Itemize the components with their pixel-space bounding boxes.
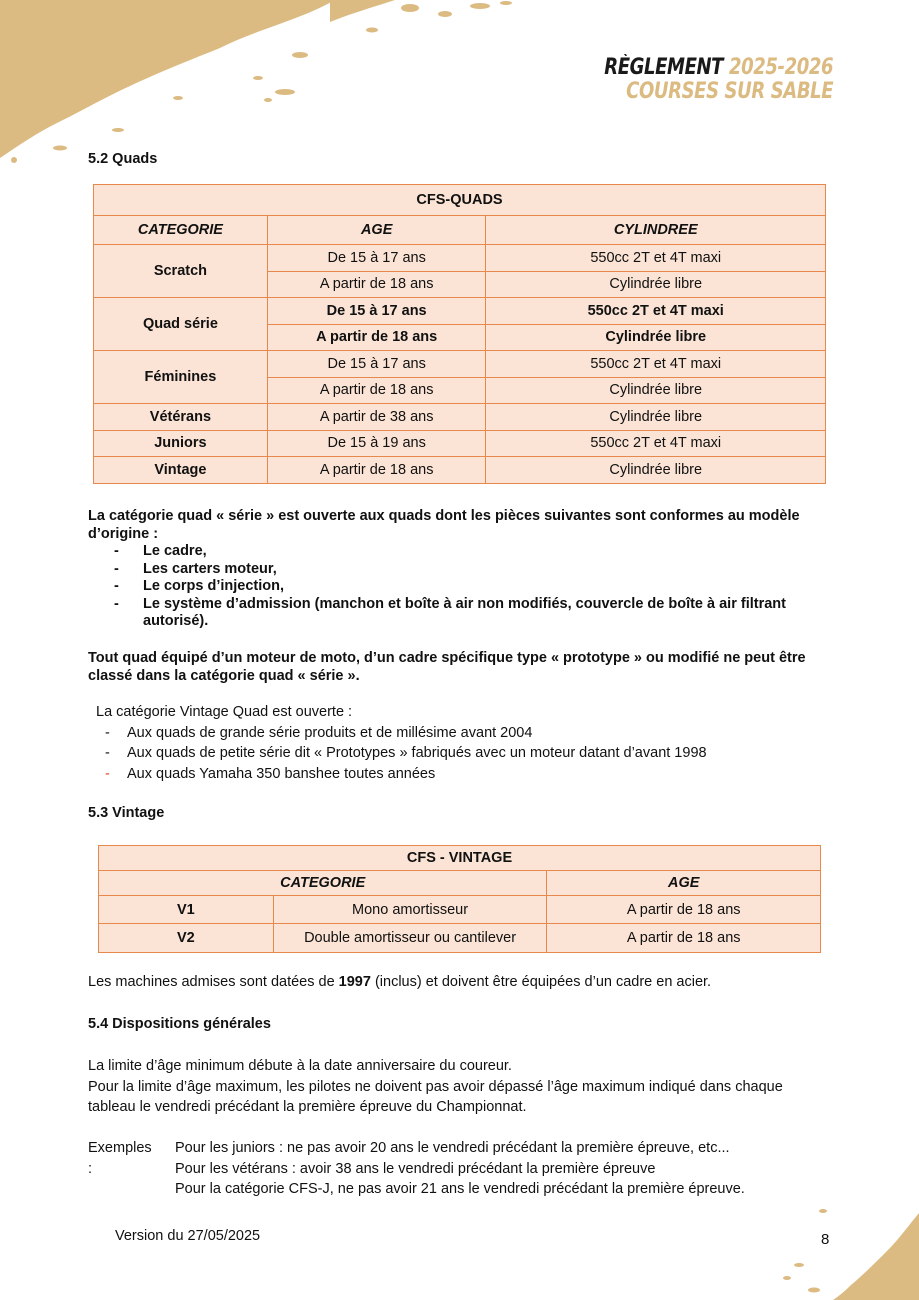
age-cell: De 15 à 17 ans — [267, 351, 486, 378]
age-cell: A partir de 18 ans — [267, 457, 486, 484]
list-item: - Aux quads de petite série dit « Prototypes » fabriqués avec un moteur datant d’avant 1998 — [105, 745, 707, 761]
category-desc-cell: Double amortisseur ou cantilever — [273, 924, 547, 953]
category-cell: Quad série — [94, 298, 268, 351]
vintage-quad-intro: La catégorie Vintage Quad est ouverte : — [96, 704, 353, 720]
sand-splash-bottom-decoration — [759, 1205, 919, 1300]
vintage-quad-list — [88, 702, 707, 784]
example-line: Pour les vétérans : avoir 38 ans le vendredi précédant la première épreuve — [175, 1160, 656, 1177]
age-cell: A partir de 18 ans — [267, 271, 486, 298]
list-item: - Aux quads de grande série produits et de millésime avant 2004 — [105, 724, 533, 741]
cylindree-cell: Cylindrée libre — [486, 377, 826, 404]
moto-engine-note: Tout quad équipé d’un moteur de moto, d’un cadre spécifique type « prototype » ou modifié ne peut être classé dans la catégorie quad « série ». — [88, 650, 806, 684]
age-cell: A partir de 18 ans — [547, 924, 821, 953]
column-header-age: AGE — [547, 871, 821, 896]
age-cell: A partir de 18 ans — [547, 896, 821, 924]
section-5-4-title: 5.4 Dispositions générales — [88, 1016, 271, 1032]
cylindree-cell: Cylindrée libre — [486, 271, 826, 298]
quad-serie-list — [88, 543, 833, 631]
cylindree-cell: Cylindrée libre — [486, 324, 826, 351]
column-header-cylindree: CYLINDREE — [486, 216, 826, 245]
column-header-categorie: CATEGORIE — [94, 216, 268, 245]
header-season: 2025-2026 — [728, 55, 833, 80]
category-cell: Scratch — [94, 245, 268, 298]
age-cell: De 15 à 19 ans — [267, 430, 486, 457]
quads-table — [93, 184, 826, 484]
page-number: 8 — [821, 1231, 830, 1248]
column-header-age: AGE — [267, 216, 486, 245]
cylindree-cell: Cylindrée libre — [486, 404, 826, 431]
category-desc-cell: Mono amortisseur — [273, 896, 547, 924]
cylindree-cell: 550cc 2T et 4T maxi — [486, 298, 826, 325]
category-cell: Vintage — [94, 457, 268, 484]
vintage-machines-note: Les machines admises sont datées de 1997 (inclus) et doivent être équipées d’un cadre en acier. — [88, 974, 712, 990]
list-item: - Le système d’admission (manchon et boîte à air non modifiés, couvercle de boîte à air filtrant autorisé). — [114, 595, 786, 629]
quad-serie-rules — [88, 508, 833, 631]
list-item: - Aux quads Yamaha 350 banshee toutes années — [105, 765, 436, 782]
cylindree-cell: 550cc 2T et 4T maxi — [486, 351, 826, 378]
category-cell: Vétérans — [94, 404, 268, 431]
header-title: RÈGLEMENT — [604, 55, 723, 80]
document-header — [604, 56, 833, 104]
list-item: - Les carters moteur, — [114, 560, 277, 577]
category-cell: Juniors — [94, 430, 268, 457]
cylindree-cell: 550cc 2T et 4T maxi — [486, 430, 826, 457]
sand-splash-top-decoration — [0, 0, 540, 170]
cylindree-cell: 550cc 2T et 4T maxi — [486, 245, 826, 272]
age-cell: De 15 à 17 ans — [267, 298, 486, 325]
list-item: - Le cadre, — [114, 543, 207, 559]
header-subtitle: COURSES SUR SABLE — [625, 79, 833, 104]
examples-label: Exemples : — [88, 1140, 152, 1177]
age-min-rule: La limite d’âge minimum débute à la date anniversaire du coureur. — [88, 1058, 512, 1074]
list-item: - Le corps d’injection, — [114, 578, 284, 594]
age-limit-text — [88, 1056, 833, 1118]
quad-serie-intro: La catégorie quad « série » est ouverte aux quads dont les pièces suivantes sont conformes au modèle d’origine : — [88, 508, 800, 542]
age-cell: A partir de 38 ans — [267, 404, 486, 431]
section-5-3-title: 5.3 Vintage — [88, 805, 165, 821]
cylindree-cell: Cylindrée libre — [486, 457, 826, 484]
age-cell: A partir de 18 ans — [267, 377, 486, 404]
vintage-table-title: CFS - VINTAGE — [99, 846, 821, 871]
section-5-2-title: 5.2 Quads — [88, 151, 158, 167]
vintage-table — [98, 845, 821, 953]
example-line: Pour la catégorie CFS-J, ne pas avoir 21 ans le vendredi précédant la première épreuve. — [175, 1181, 745, 1197]
column-header-categorie: CATEGORIE — [99, 871, 547, 896]
age-cell: De 15 à 17 ans — [267, 245, 486, 272]
age-max-rule: Pour la limite d’âge maximum, les pilotes ne doivent pas avoir dépassé l’âge maximum indiqué dans chaque tableau le vendredi précédant la première épreuve du Championnat. — [88, 1078, 783, 1115]
category-cell: Féminines — [94, 351, 268, 404]
category-code-cell: V1 — [99, 896, 274, 924]
version-footer: Version du 27/05/2025 — [115, 1228, 261, 1244]
age-cell: A partir de 18 ans — [267, 324, 486, 351]
example-line: Pour les juniors : ne pas avoir 20 ans le vendredi précédant la première épreuve, etc... — [175, 1140, 730, 1156]
quads-table-title: CFS-QUADS — [94, 185, 826, 216]
year-value: 1997 — [338, 974, 371, 990]
category-code-cell: V2 — [99, 924, 274, 953]
